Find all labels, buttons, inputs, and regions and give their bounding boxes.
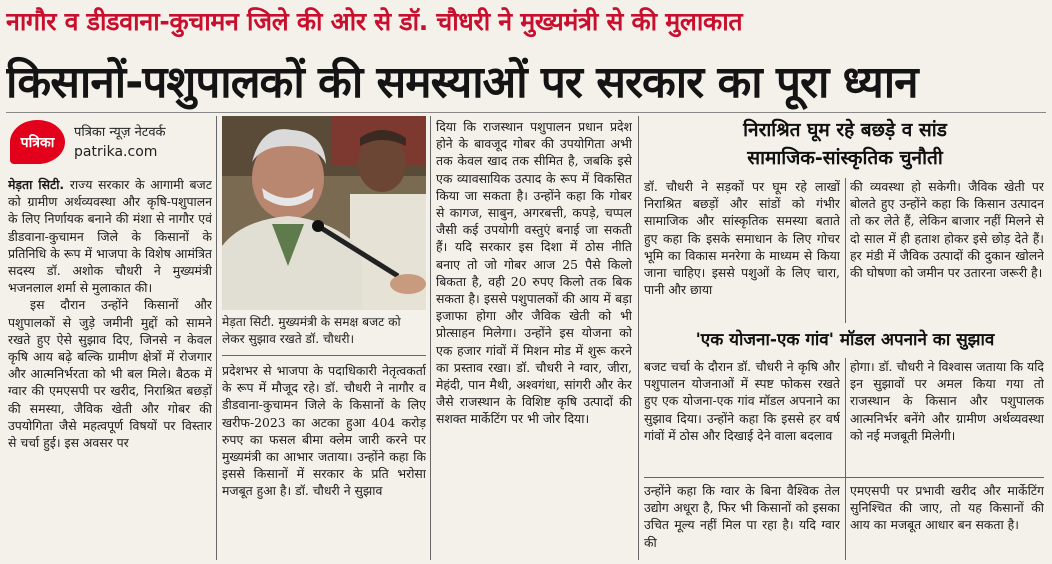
body-paragraph: इस दौरान उन्होंने किसानों और पशुपालकों से जुड़े जमीनी मुद्दों को सामने रखते हुए ऐसे सुझाव दिए, जिनसे न केवल कृषि आय बढ़े बल्कि ग्रामीण क्षेत्रों में रोजगार और आत्मनिर्भरता को भी बल मिले। बैठक में ग्वार की एमएसपी पर खरीद, निराश्रित बछड़ों की समस्या, जैविक खेती और गोबर की उपयोगिता जैसे महत्वपूर्ण विषयों पर विस्तार से चर्चा हुई। इस अवसर पर — [8, 297, 212, 451]
section2-title: 'एक योजना-एक गांव' मॉडल अपनाने का सुझाव — [695, 330, 995, 350]
column-divider — [430, 116, 431, 560]
article-column-3 — [436, 118, 632, 560]
main-headline: किसानों-पशुपालकों की समस्याओं पर सरकार का पूरा ध्यान — [6, 57, 918, 108]
headline-rule — [6, 112, 1046, 113]
section1-column-a — [644, 178, 840, 326]
news-agency: पत्रिका न्यूज़ नेटवर्क — [74, 125, 166, 140]
body-paragraph: प्रदेशभर से भाजपा के पदाधिकारी नेतृत्वकर्ता के रूप में मौजूद रहे। डॉ. चौधरी ने नागौर व डीडवाना-कुचामन जिले के किसानों के लिए खरीफ-2023 का अटका हुआ 404 करोड़ रुपए का फसल बीमा क्लेम जारी करने पर मुख्यमंत्री का आभार जताया। उन्होंने कहा कि इससे किसानों में सरकार के प्रति भरोसा मजबूत हुआ है। डॉ. चौधरी ने सुझाव — [222, 363, 426, 499]
lead-paragraph — [8, 176, 212, 296]
body-paragraph: दिया कि राजस्थान पशुपालन प्रधान प्रदेश होने के बावजूद गोबर की उपयोगिता अभी तक केवल खाद तक सीमित है, जबकि इसे एक व्यावसायिक उत्पाद के रूप में विकसित किया जा सकता है। उन्होंने कहा कि गोबर से कागज, साबुन, अगरबत्ती, कपड़े, चप्पल जैसी कई उपयोगी वस्तुएं बनाई जा सकती हैं। यदि सरकार इस दिशा में ठोस नीति बनाए तो जो गोबर आज 25 पैसे किलो बिकता है, वही 20 रुपए किलो तक बिक सकता है। इससे पशुपालकों की आय में बड़ा इजाफा होगा और जैविक खेती को भी प्रोत्साहन मिलेगा। उन्होंने इस योजना को एक हजार गांवों में मिशन मोड में शुरू करने का प्रस्ताव रखा। डॉ. चौधरी ने ग्वार, जीरा, मेहंदी, पान मैथी, अश्वगंधा, सांगरी और केर जैसे राजस्थान के विशिष्ट कृषि उत्पादों की सशक्त मार्केटिंग पर भी जोर दिया। — [436, 119, 632, 427]
article-column-1 — [8, 176, 212, 560]
body-paragraph: होगा। डॉ. चौधरी ने विश्वास जताया कि यदि इन सुझावों पर अमल किया गया तो राजस्थान के किसान और पशुपालक आत्मनिर्भर बनेंगे और ग्रामीण अर्थव्यवस्था को नई मजबूती मिलेगी। — [850, 359, 1044, 443]
column-divider — [845, 178, 846, 323]
photo-caption: मेड़ता सिटी. मुख्यमंत्री के समक्ष बजट को लेकर सुझाव रखते डॉ. चौधरी। — [222, 315, 401, 346]
body-paragraph: बजट चर्चा के दौरान डॉ. चौधरी ने कृषि और पशुपालन योजनाओं में स्पष्ट फोकस रखते हुए एक योजना-एक गांव मॉडल अपनाने का सुझाव दिया। उन्होंने कहा कि इससे हर वर्ष गांवों में ठोस और दिखाई देने वाला बदलाव — [644, 359, 840, 443]
section1-column-b — [850, 178, 1044, 326]
section1-title-line2: सामाजिक-सांस्कृतिक चुनौती — [747, 147, 943, 169]
section-rule — [644, 477, 1044, 478]
dateline: मेड़ता सिटी. — [8, 177, 65, 192]
article-column-2 — [222, 362, 426, 560]
section2-column-b1 — [850, 358, 1044, 476]
body-paragraph: एमएसपी पर प्रभावी खरीद और मार्केटिंग सुनिश्चित की जाए, तो यह किसानों की आय का मजबूत आधार बन सकता है। — [850, 483, 1044, 533]
body-paragraph: डॉ. चौधरी ने सड़कों पर घूम रहे लाखों निराश्रित बछड़ों और सांडों को गंभीर सामाजिक और सांस्कृतिक समस्या बताते हुए कहा कि इसके समाधान के लिए गोचर भूमि का विकास मनरेगा के माध्यम से किया जाना चाहिए। इससे पशुओं के लिए चारा, पानी और छाया — [644, 179, 840, 298]
section2-column-a1 — [644, 358, 840, 476]
kicker-headline: नागौर व डीडवाना-कुचामन जिले की ओर से डॉ. चौधरी ने मुख्यमंत्री से की मुलाकात — [6, 7, 743, 36]
lead-text: राज्य सरकार के आगामी बजट को ग्रामीण अर्थव्यवस्था और कृषि-पशुपालन के लिए निर्णायक बनाने की मंशा से नागौर एवं डीडवाना-कुचामन जिले के किसानों के प्रतिनिधि के रूप में भाजपा के विशेष आमंत्रित सदस्य डॉ. अशोक चौधरी ने मुख्यमंत्री भजनलाल शर्मा से मुलाकात की। — [8, 177, 212, 296]
column-divider — [845, 358, 846, 560]
body-paragraph: उन्होंने कहा कि ग्वार के बिना वैश्विक तेल उद्योग अधूरा है, फिर भी किसानों को इसका उचित मूल्य नहीं मिल पा रहा है। यदि ग्वार की — [644, 483, 840, 550]
section2-column-b2 — [850, 482, 1044, 560]
photo-illustration — [222, 116, 426, 310]
body-paragraph: की व्यवस्था हो सकेगी। जैविक खेती पर बोलते हुए उन्होंने कहा कि किसान उत्पादन तो कर लेते हैं, लेकिन बाजार नहीं मिलने से दो साल में ही हताश होकर इसे छोड़ देते हैं। हर मंडी में जैविक उत्पादों की दुकान खोलने की घोषणा को जमीन पर उतारना जरूरी है। — [850, 179, 1044, 281]
section1-title-line1: निराश्रित घूम रहे बछड़े व सांड — [743, 119, 947, 141]
patrika-logo-text: पत्रिका — [20, 134, 55, 151]
patrika-logo — [10, 120, 65, 164]
column-divider — [216, 116, 217, 560]
news-photo — [222, 116, 426, 310]
section2-column-a2 — [644, 482, 840, 560]
caption-rule — [222, 355, 426, 356]
website-link[interactable]: patrika.com — [74, 144, 158, 160]
column-divider — [638, 116, 639, 560]
